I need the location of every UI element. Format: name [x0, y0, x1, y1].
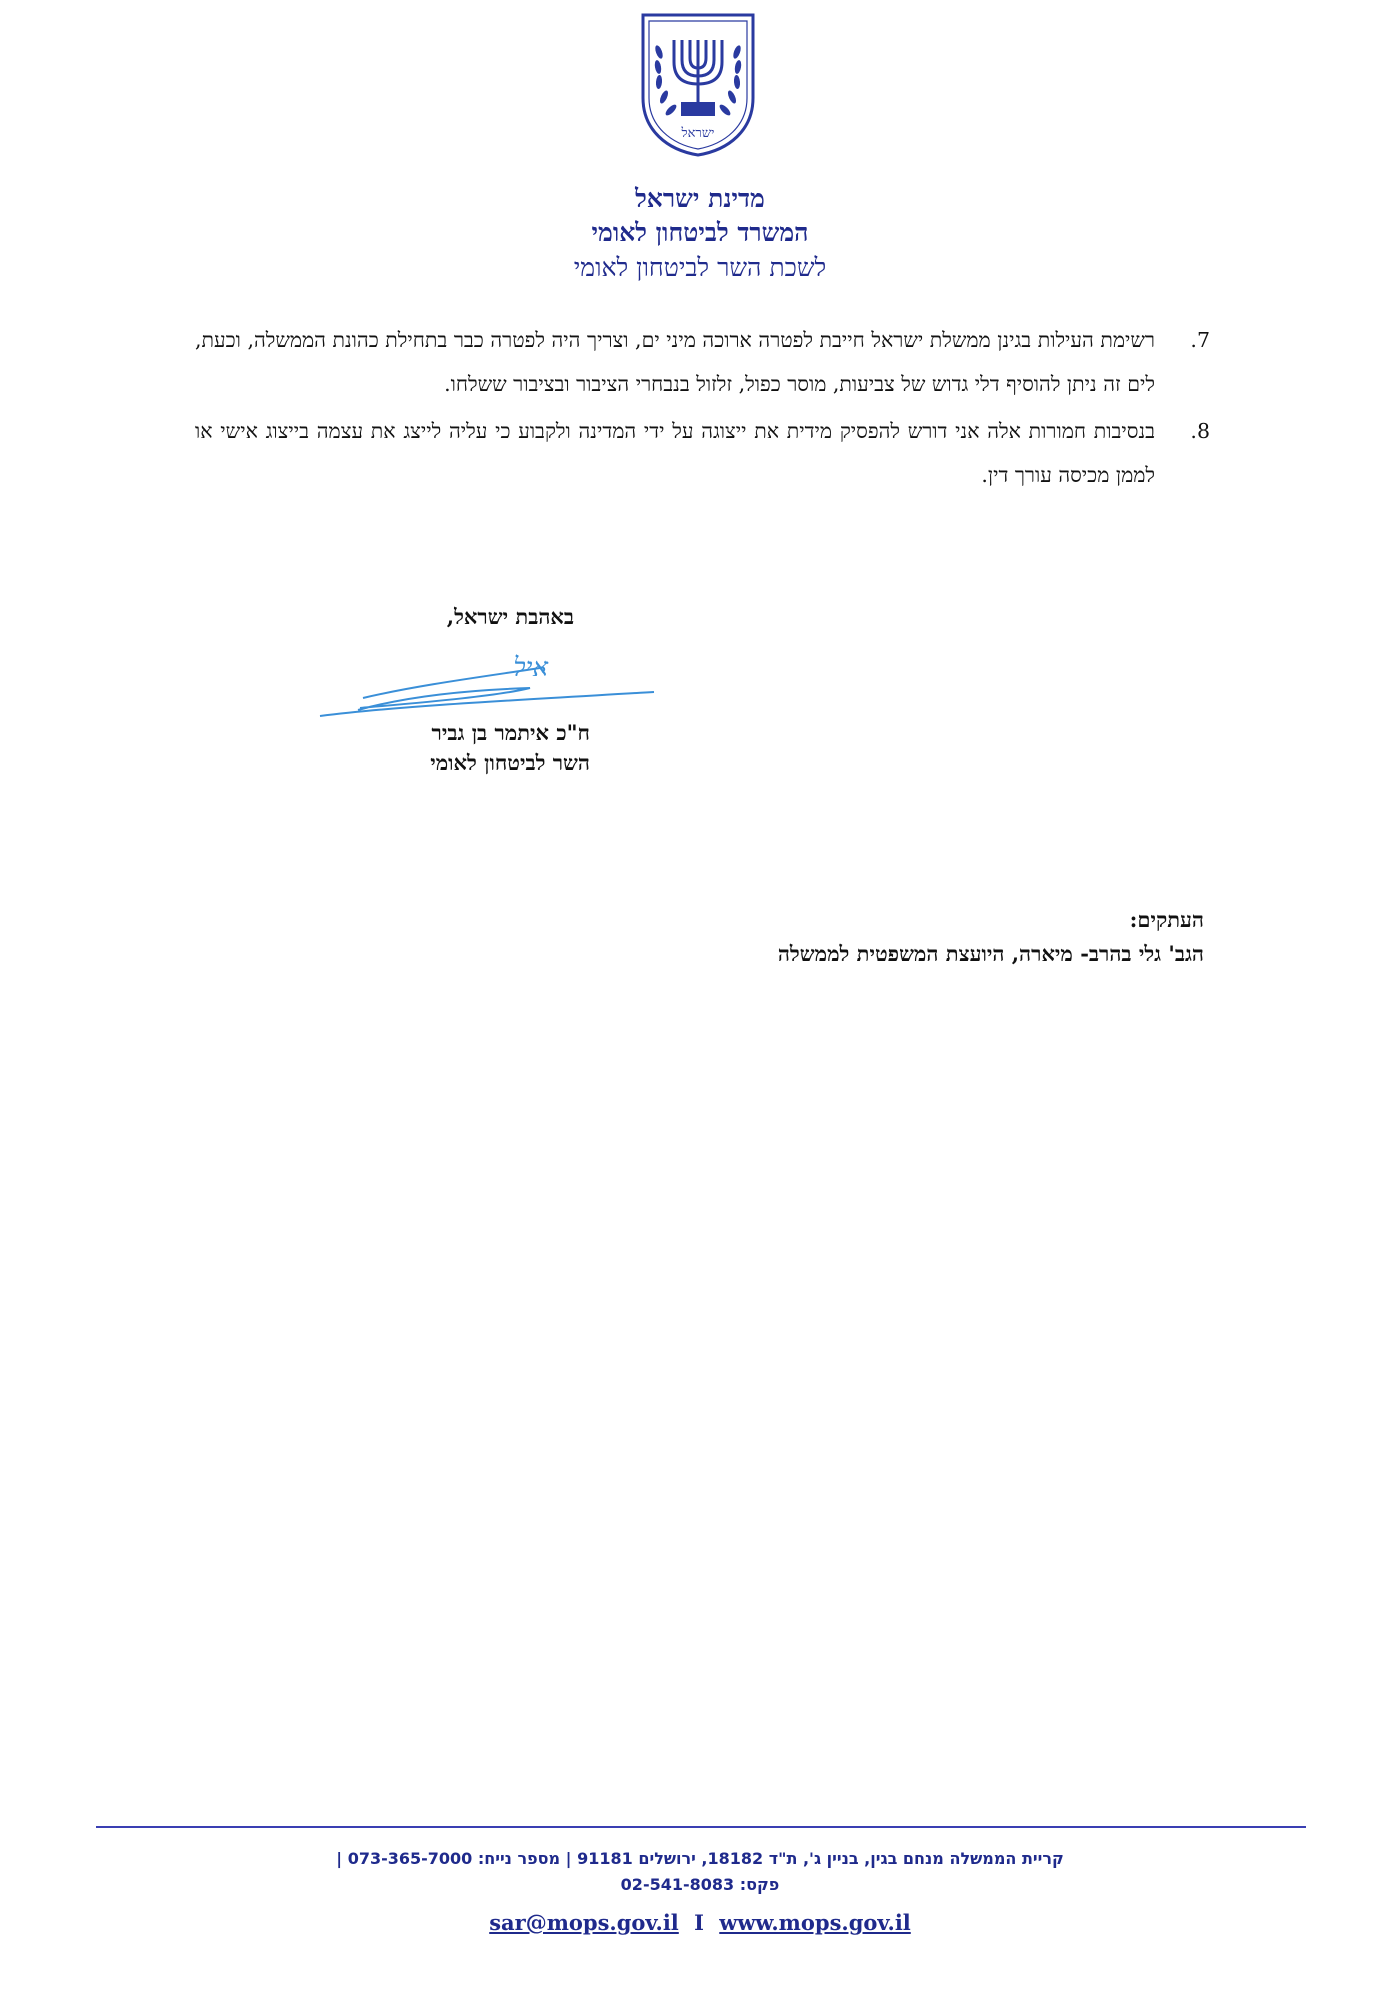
footer-divider: [96, 1826, 1306, 1828]
signatory: [430, 718, 590, 778]
signatory-title: השר לביטחון לאומי: [430, 750, 590, 775]
header-line-2: המשרד לביטחון לאומי: [591, 218, 809, 247]
menorah-emblem-icon: [639, 12, 757, 158]
item-text: רשימת העילות בגינן ממשלת ישראל חייבת לפטרה ארוכה מיני ים, וצריך היה לפטרה כבר בתחילת כהונת הממשלה, וכעת, לים זה ניתן להוסיף דלי גדוש של צביעות, מוסר כפול, זלזול בנבחרי הציבור ובציבור ששלחו.: [195, 328, 1155, 396]
state-emblem: [639, 12, 757, 158]
letter-body: [195, 318, 1210, 500]
handwritten-signature: [318, 640, 658, 726]
email-link[interactable]: sar@mops.gov.il: [489, 1910, 679, 1935]
header-line-3: לשכת השר לביטחון לאומי: [573, 253, 827, 282]
cc-section: [778, 903, 1204, 971]
letterhead: [0, 182, 1400, 286]
cc-label: העתקים:: [1129, 907, 1204, 932]
item-text: בנסיבות חמורות אלה אני דורש להפסיק מידית את ייצוגה על ידי המדינה ולקבוע כי עליה לייצג את עצמה בייצוג אישי או לממן מכיסה עורך דין.: [195, 419, 1155, 487]
list-item: [195, 409, 1210, 497]
footer-links: [0, 1910, 1400, 1935]
website-link[interactable]: www.mops.gov.il: [719, 1910, 911, 1935]
footer-address: קריית הממשלה מנחם בגין, בניין ג', ת"ד 18182, ירושלים 91181 | מספר נייח: 073-365-7000 |: [336, 1849, 1064, 1868]
link-separator: I: [694, 1910, 704, 1935]
list-item: [195, 318, 1210, 406]
emblem-text: ישראל: [681, 126, 715, 141]
signatory-name: ח"כ איתמר בן גביר: [431, 720, 590, 745]
greeting: באהבת ישראל,: [446, 604, 574, 629]
header-line-1: מדינת ישראל: [635, 184, 765, 213]
signature-text: איל: [513, 653, 548, 683]
cc-recipient: הגב' גלי בהרב- מיארה, היועצת המשפטית לממשלה: [777, 941, 1204, 966]
footer-contact: [0, 1846, 1400, 1898]
item-number: 7.: [1190, 328, 1210, 352]
item-number: 8.: [1190, 419, 1210, 443]
footer-fax: פקס: 02-541-8083: [620, 1875, 780, 1894]
